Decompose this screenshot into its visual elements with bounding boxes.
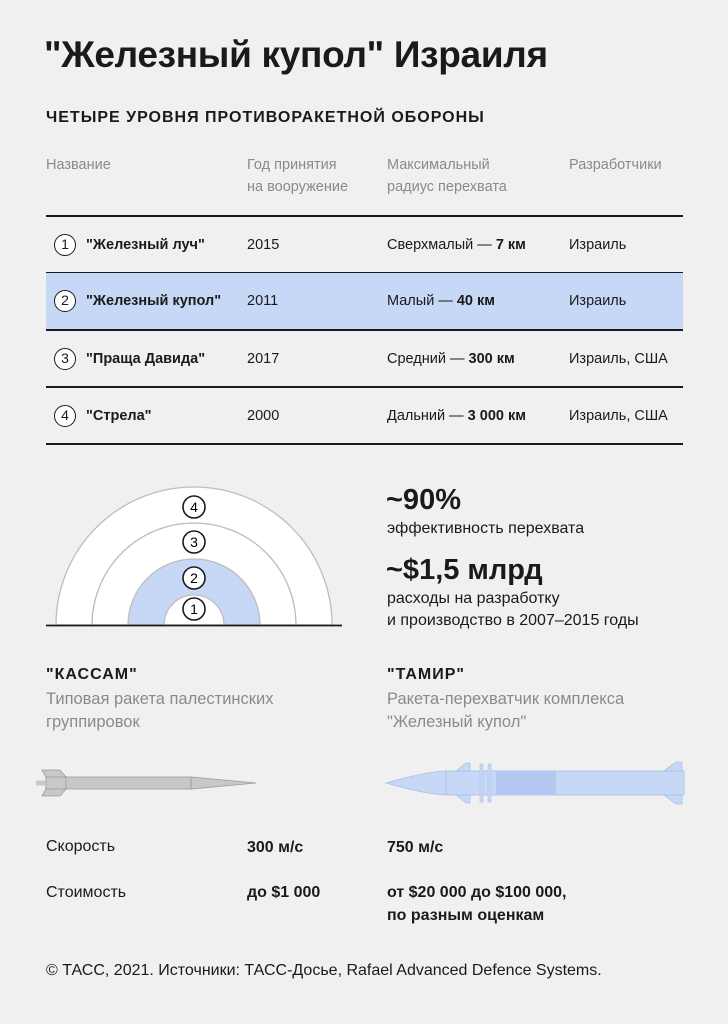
table-row <box>46 331 683 387</box>
row-name: "Железный луч" <box>86 237 205 253</box>
level-number-badge: 2 <box>54 290 76 312</box>
kassam-cost: до $1 000 <box>247 884 321 901</box>
row-name: "Железный купол" <box>86 293 222 309</box>
tamir-rocket-illustration <box>384 760 686 806</box>
level-1-badge <box>183 598 205 620</box>
column-header-developers: Разработчики <box>569 157 662 173</box>
row-name-cell <box>54 273 221 329</box>
level-4-badge <box>183 496 205 518</box>
row-range: Средний — 300 км <box>387 351 515 367</box>
cost-compare-label: Стоимость <box>46 884 127 901</box>
row-range: Малый — 40 км <box>387 293 495 309</box>
tamir-speed: 750 м/с <box>387 839 444 856</box>
row-range: Сверхмалый — 7 км <box>387 237 526 253</box>
row-name-cell <box>54 388 152 444</box>
row-developers: Израиль, США <box>569 408 668 424</box>
table-row <box>46 217 683 273</box>
row-name: "Праща Давида" <box>86 351 206 367</box>
source-footer: © ТАСС, 2021. Источники: ТАСС-Досье, Rafael Advanced Defence Systems. <box>46 962 602 979</box>
row-developers: Израиль <box>569 293 627 309</box>
kassam-description: Типовая ракета палестинских группировок <box>46 690 274 731</box>
kassam-title: "КАССАМ" <box>46 666 138 683</box>
row-developers: Израиль, США <box>569 351 668 367</box>
page-title: "Железный купол" Израиля <box>44 34 548 75</box>
svg-text:4: 4 <box>190 499 198 515</box>
kassam-rocket-illustration <box>36 764 260 802</box>
row-name-cell <box>54 331 205 387</box>
tamir-cost: от $20 000 до $100 000, по разным оценкам <box>387 884 567 924</box>
kassam-speed: 300 м/с <box>247 839 304 856</box>
level-number-badge: 1 <box>54 234 76 256</box>
row-year: 2015 <box>247 237 280 253</box>
level-number-badge: 4 <box>54 405 76 427</box>
column-header-name: Название <box>46 157 111 173</box>
table-row <box>46 388 683 444</box>
speed-label: Скорость <box>46 838 116 855</box>
efficiency-label: эффективность перехвата <box>387 520 585 537</box>
table-row-highlighted <box>46 273 683 329</box>
level-3-badge <box>183 531 205 553</box>
level-number-badge: 3 <box>54 348 76 370</box>
cost-label: расходы на разработку и производство в 2007–2015 годы <box>387 590 639 629</box>
table-bottom-rule <box>46 443 683 445</box>
defense-levels-diagram <box>46 484 346 630</box>
row-year: 2017 <box>247 351 280 367</box>
row-name-cell <box>54 217 205 273</box>
row-range: Дальний — 3 000 км <box>387 408 526 424</box>
row-year: 2000 <box>247 408 280 424</box>
tamir-title: "ТАМИР" <box>387 666 465 683</box>
row-year: 2011 <box>247 293 279 309</box>
svg-text:2: 2 <box>190 570 198 586</box>
cost-value: ~$1,5 млрд <box>386 554 543 586</box>
svg-text:1: 1 <box>190 601 198 617</box>
efficiency-value: ~90% <box>386 484 461 516</box>
column-header-year: Год принятия на вооружение <box>247 157 349 195</box>
svg-text:3: 3 <box>190 534 198 550</box>
level-2-badge <box>183 567 205 589</box>
row-developers: Израиль <box>569 237 627 253</box>
section-subtitle: ЧЕТЫРЕ УРОВНЯ ПРОТИВОРАКЕТНОЙ ОБОРОНЫ <box>46 109 485 126</box>
tamir-description: Ракета-перехватчик комплекса "Железный купол" <box>387 690 625 731</box>
row-name: "Стрела" <box>86 408 152 424</box>
column-header-range: Максимальный радиус перехвата <box>387 157 507 195</box>
